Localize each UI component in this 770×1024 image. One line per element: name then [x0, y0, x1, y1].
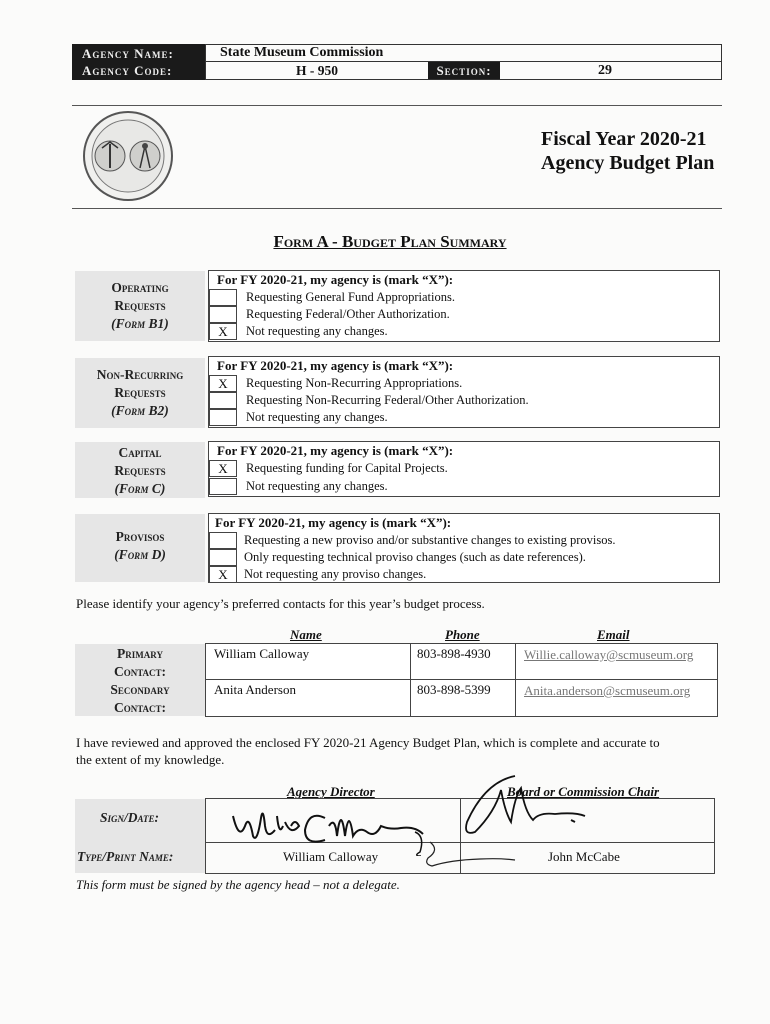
agency-name: State Museum Commission [220, 45, 384, 60]
operating-option-3-checkbox[interactable]: X [209, 323, 237, 340]
primary-contact-label-2: Contact: [113, 664, 167, 679]
agency-name-label: Agency Name: [82, 46, 174, 61]
form-a-title: Form A - Budget Plan Summary [273, 232, 507, 251]
provisos-option-2-checkbox[interactable] [209, 549, 237, 566]
operating-option-3: Not requesting any changes. [246, 324, 388, 338]
provisos-option-3: Not requesting any proviso changes. [244, 567, 427, 581]
signature-labels [75, 799, 205, 873]
capital-requests-box [208, 441, 720, 497]
agency-code-label: Agency Code: [82, 63, 173, 78]
agency-code: H - 950 [296, 63, 338, 78]
sign-date-label: Sign/Date: [100, 810, 160, 825]
operating-option-1: Requesting General Fund Appropriations. [246, 290, 455, 304]
contacts-name-header: Name [290, 627, 322, 642]
approval-statement-line1: I have reviewed and approved the enclosed FY 2020-21 Agency Budget Plan, which is complete and accurate to [76, 735, 660, 750]
section-label: Section: [428, 62, 500, 79]
provisos-option-2: Only requesting technical proviso changes (such as date references). [244, 550, 586, 564]
nonrecurring-option-2-checkbox[interactable] [209, 392, 237, 409]
approval-statement-line2: the extent of my knowledge. [76, 752, 225, 767]
provisos-option-1-checkbox[interactable] [209, 532, 237, 549]
contacts-intro: Please identify your agency’s preferred contacts for this year’s budget process. [76, 596, 485, 611]
secondary-contact-label-2: Contact: [113, 700, 167, 715]
signature-flourish [420, 840, 520, 870]
contacts-col-divider-1 [410, 643, 411, 717]
contacts-phone-header: Phone [445, 627, 480, 642]
contacts-row-divider [205, 679, 718, 680]
fiscal-year-title: Fiscal Year 2020-21 [541, 128, 707, 150]
primary-contact-label-1: Primary [117, 646, 163, 661]
operating-label-line2: Requests [114, 298, 166, 313]
secondary-contact-label-1: Secondary [110, 682, 170, 697]
capital-label-line3: (Form C) [114, 481, 166, 496]
contacts-email-header: Email [597, 627, 630, 642]
type-print-name-label: Type/Print Name: [77, 849, 174, 864]
capital-option-1: Requesting funding for Capital Projects. [246, 461, 448, 475]
board-chair-header: Board or Commission Chair [507, 784, 660, 799]
operating-label-line3: (Form B1) [111, 316, 169, 331]
provisos-box [208, 513, 720, 583]
agency-director-header: Agency Director [287, 784, 375, 799]
nonrecurring-option-1: Requesting Non-Recurring Appropriations. [246, 376, 463, 390]
nonrecurring-option-2: Requesting Non-Recurring Federal/Other Authorization. [246, 393, 529, 407]
agency-label-block [72, 44, 205, 80]
budget-plan-title: Agency Budget Plan [541, 152, 715, 174]
primary-contact-phone: 803-898-4930 [417, 646, 491, 661]
nonrecurring-label-line1: Non-Recurring [96, 367, 184, 382]
contact-labels [75, 644, 205, 716]
provisos-label-line1: Provisos [115, 529, 165, 544]
operating-option-2-checkbox[interactable] [209, 306, 237, 323]
nonrecurring-option-1-checkbox[interactable]: X [209, 375, 237, 392]
secondary-contact-phone: 803-898-5399 [417, 682, 491, 697]
capital-prompt: For FY 2020-21, my agency is (mark “X”): [217, 443, 454, 458]
capital-option-1-checkbox[interactable]: X [209, 460, 237, 477]
capital-requests-label [75, 442, 205, 498]
provisos-option-1: Requesting a new proviso and/or substantive changes to existing provisos. [244, 533, 616, 547]
primary-contact-name: William Calloway [214, 646, 310, 661]
top-rule [72, 105, 722, 106]
contacts-col-divider-2 [515, 643, 516, 717]
capital-option-2: Not requesting any changes. [246, 479, 388, 493]
secondary-contact-email[interactable]: Anita.anderson@scmuseum.org [524, 683, 691, 698]
capital-option-2-checkbox[interactable] [209, 478, 237, 495]
primary-contact-email[interactable]: Willie.calloway@scmuseum.org [524, 647, 694, 662]
state-seal-icon [82, 110, 174, 202]
nonrecurring-option-3-checkbox[interactable] [209, 409, 237, 426]
director-printed-name: William Calloway [283, 849, 379, 864]
chair-signature [455, 772, 615, 842]
chair-printed-name: John McCabe [548, 849, 620, 864]
capital-label-line1: Capital [118, 445, 162, 460]
operating-option-1-checkbox[interactable] [209, 289, 237, 306]
section-number: 29 [598, 63, 612, 78]
nonrecurring-prompt: For FY 2020-21, my agency is (mark “X”): [217, 358, 454, 373]
provisos-option-3-checkbox[interactable]: X [209, 566, 237, 583]
nonrecurring-requests-box [208, 356, 720, 428]
nonrecurring-requests-label [75, 358, 205, 428]
provisos-prompt: For FY 2020-21, my agency is (mark “X”): [215, 515, 452, 530]
nonrecurring-option-3: Not requesting any changes. [246, 410, 388, 424]
operating-requests-label [75, 271, 205, 341]
operating-label-line1: Operating [111, 280, 169, 295]
nonrecurring-label-line3: (Form B2) [111, 403, 169, 418]
title-rule [72, 208, 722, 209]
secondary-contact-name: Anita Anderson [214, 682, 296, 697]
capital-label-line2: Requests [114, 463, 166, 478]
operating-option-2: Requesting Federal/Other Authorization. [246, 307, 450, 321]
nonrecurring-label-line2: Requests [114, 385, 166, 400]
operating-prompt: For FY 2020-21, my agency is (mark “X”): [217, 272, 454, 287]
provisos-label-line2: (Form D) [114, 547, 166, 562]
signature-footnote: This form must be signed by the agency head – not a delegate. [76, 877, 400, 892]
provisos-label [75, 514, 205, 582]
director-signature [225, 796, 435, 856]
operating-requests-box [208, 270, 720, 342]
